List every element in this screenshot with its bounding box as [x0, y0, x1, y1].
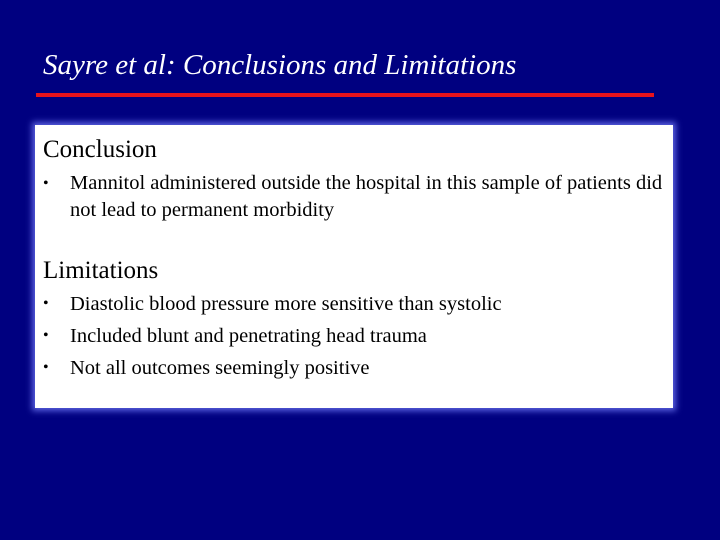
limitations-heading: Limitations — [43, 257, 159, 284]
conclusion-heading: Conclusion — [43, 136, 157, 163]
list-item — [43, 170, 663, 224]
list-item-text: Diastolic blood pressure more sensitive than systolic — [70, 293, 502, 315]
list-item-text: Not all outcomes seemingly positive — [70, 357, 370, 379]
bullet-icon: • — [43, 327, 49, 344]
list-item — [43, 320, 663, 352]
list-item — [43, 288, 663, 320]
list-item-text: Included blunt and penetrating head trauma — [70, 325, 427, 347]
bullet-icon: • — [43, 359, 49, 376]
conclusion-list — [43, 170, 663, 224]
limitations-list — [43, 288, 663, 384]
list-item — [43, 352, 663, 384]
bullet-icon: • — [43, 175, 49, 192]
list-item-text: Mannitol administered outside the hospital in this sample of patients did not lead to permanent morbidity — [70, 172, 663, 221]
content-box — [35, 125, 673, 408]
title-underline — [36, 93, 654, 97]
bullet-icon: • — [43, 295, 49, 312]
slide-title: Sayre et al: Conclusions and Limitations — [43, 49, 517, 81]
